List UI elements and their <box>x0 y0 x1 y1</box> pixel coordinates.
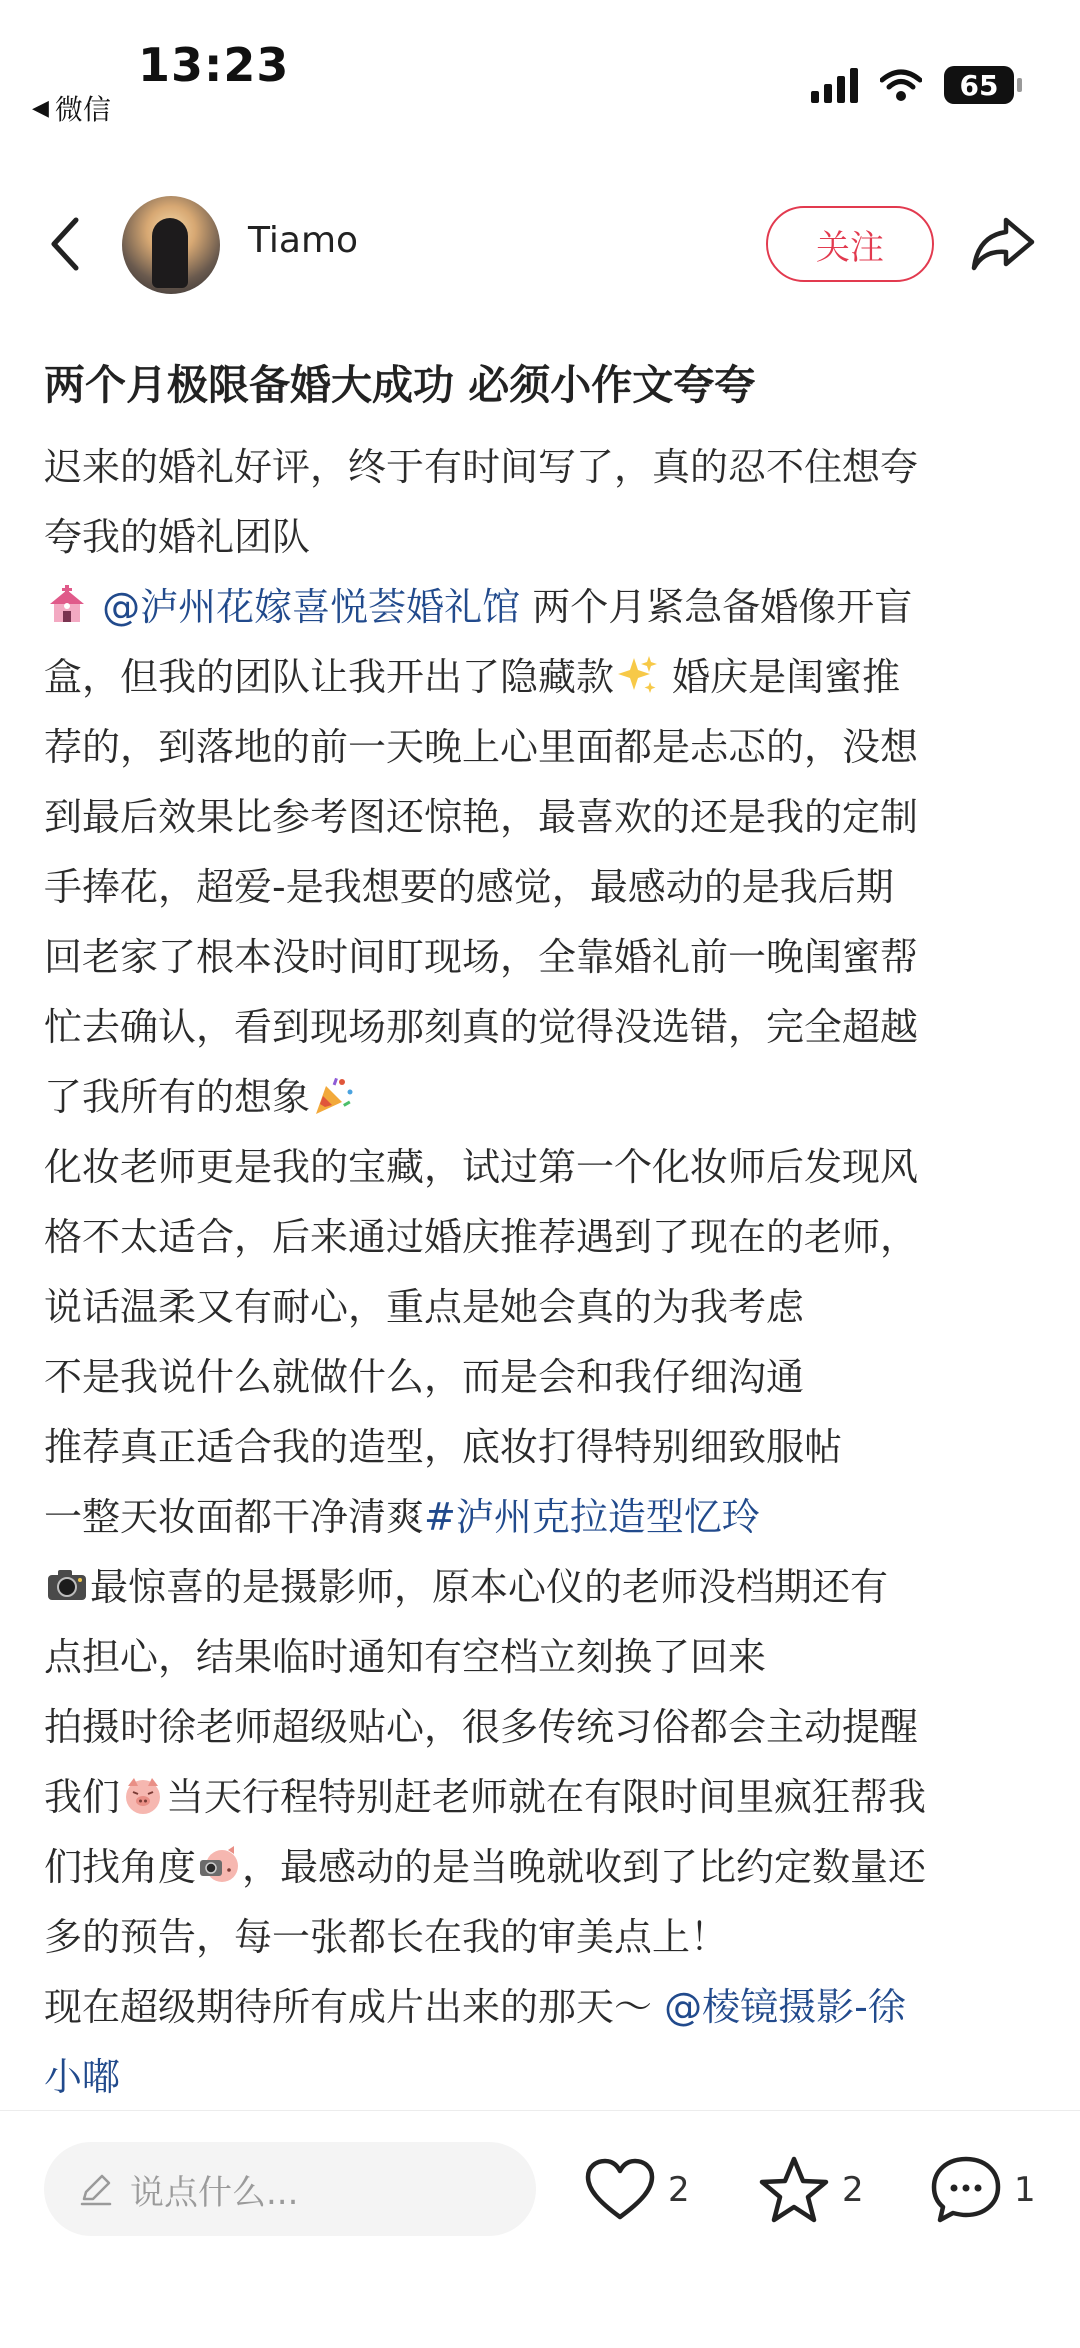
body-line: 化妆老师更是我的宝藏，试过第一个化妆师后发现风 <box>44 1145 919 1189</box>
status-icons <box>811 66 1014 104</box>
body-line: 点担心，结果临时通知有空档立刻换了回来 <box>44 1635 767 1679</box>
body-line: 手捧花，超爱-是我想要的感觉，最感动的是我后期 <box>44 865 894 909</box>
body-line: 拍摄时徐老师超级贴心，很多传统习俗都会主动提醒 <box>44 1705 919 1749</box>
post-title: 两个月极限备婚大成功 必须小作文夸夸 <box>44 361 756 409</box>
comment-button[interactable] <box>930 2152 1036 2228</box>
hashtag-link[interactable]: #泸州克拉造型忆玲 <box>424 1495 760 1539</box>
party-popper-icon <box>312 1074 354 1116</box>
body-text: ，最感动的是当晚就收到了比约定数量还 <box>242 1845 927 1889</box>
body-line <box>44 1062 1044 1132</box>
body-text: 当天行程特别赶老师就在有限时间里疯狂帮我 <box>166 1775 927 1819</box>
wedding-chapel-icon <box>46 584 88 626</box>
body-line <box>44 572 1044 642</box>
author-name[interactable]: Tiamo <box>248 220 359 261</box>
body-line <box>44 1972 1044 2042</box>
body-line <box>44 1832 1044 1902</box>
back-arrow-icon[interactable] <box>40 212 96 276</box>
body-line <box>44 642 1044 712</box>
pig-face-sticker-icon <box>122 1774 164 1816</box>
comment-count: 1 <box>1014 2170 1036 2210</box>
bottom-divider <box>0 2110 1080 2111</box>
body-line: 推荐真正适合我的造型，底妆打得特别细致服帖 <box>44 1425 843 1469</box>
star-icon <box>758 2155 830 2225</box>
comment-bubble-icon <box>930 2155 1002 2225</box>
author-avatar[interactable] <box>122 196 220 294</box>
body-line: 回老家了根本没时间盯现场，全靠婚礼前一晚闺蜜帮 <box>44 935 919 979</box>
heart-icon <box>584 2157 656 2223</box>
follow-button[interactable]: 关注 <box>766 206 934 282</box>
post-header <box>0 190 1080 300</box>
cellular-signal-icon <box>811 67 858 103</box>
body-text: 婚庆是闺蜜推 <box>660 655 901 699</box>
comment-placeholder: 说点什么... <box>130 2172 299 2213</box>
body-text: 最惊喜的是摄影师，原本心仪的老师没档期还有 <box>90 1565 889 1609</box>
mention-link[interactable]: @棱镜摄影-徐 <box>664 1985 906 2029</box>
body-line <box>44 1552 1044 1622</box>
wifi-icon <box>880 68 922 102</box>
back-triangle-icon: ◀ <box>32 95 49 121</box>
share-icon[interactable] <box>970 214 1036 274</box>
like-count: 2 <box>668 2170 690 2210</box>
body-text: 现在超级期待所有成片出来的那天～ <box>44 1985 665 2029</box>
body-line: 到最后效果比参考图还惊艳，最喜欢的还是我的定制 <box>44 795 919 839</box>
body-line: 迟来的婚礼好评，终于有时间写了，真的忍不住想夸 <box>44 445 919 489</box>
back-app-label: 微信 <box>54 93 111 126</box>
back-to-wechat[interactable] <box>32 88 111 128</box>
pencil-icon <box>78 2171 114 2207</box>
body-line: 多的预告，每一张都长在我的审美点上！ <box>44 1915 729 1959</box>
status-time: 13:23 <box>138 38 290 92</box>
battery-icon: 65 <box>944 66 1014 104</box>
body-text: 一整天妆面都干净清爽 <box>44 1495 425 1539</box>
status-bar <box>0 0 1080 150</box>
camera-icon <box>46 1564 88 1606</box>
body-text: 们找角度 <box>44 1845 197 1889</box>
body-line <box>44 1482 1044 1552</box>
mention-link[interactable]: 小嘟 <box>44 2055 121 2099</box>
mention-link[interactable]: @泸州花嫁喜悦荟婚礼馆 <box>102 585 521 629</box>
body-line: 忙去确认，看到现场那刻真的觉得没选错，完全超越 <box>44 1005 919 1049</box>
body-line <box>44 2042 1044 2112</box>
body-text: 了我所有的想象 <box>44 1075 311 1119</box>
comment-input[interactable] <box>44 2142 536 2236</box>
body-text: 两个月紧急备婚像开盲 <box>520 585 913 629</box>
body-line: 说话温柔又有耐心，重点是她会真的为我考虑 <box>44 1285 805 1329</box>
body-line: 荐的，到落地的前一天晚上心里面都是忐忑的，没想 <box>44 725 919 769</box>
body-line: 夸我的婚礼团队 <box>44 515 311 559</box>
sparkles-icon <box>616 654 658 696</box>
star-count: 2 <box>842 2170 864 2210</box>
body-line <box>44 1762 1044 1832</box>
body-text: 盒，但我的团队让我开出了隐藏款 <box>44 655 615 699</box>
like-button[interactable] <box>584 2152 690 2228</box>
body-text: 我们 <box>44 1775 121 1819</box>
body-line: 格不太适合，后来通过婚庆推荐遇到了现在的老师， <box>44 1215 919 1259</box>
post-body <box>44 432 1044 2112</box>
body-line: 不是我说什么就做什么，而是会和我仔细沟通 <box>44 1355 805 1399</box>
collect-button[interactable] <box>758 2152 864 2228</box>
pig-camera-sticker-icon <box>198 1844 240 1886</box>
